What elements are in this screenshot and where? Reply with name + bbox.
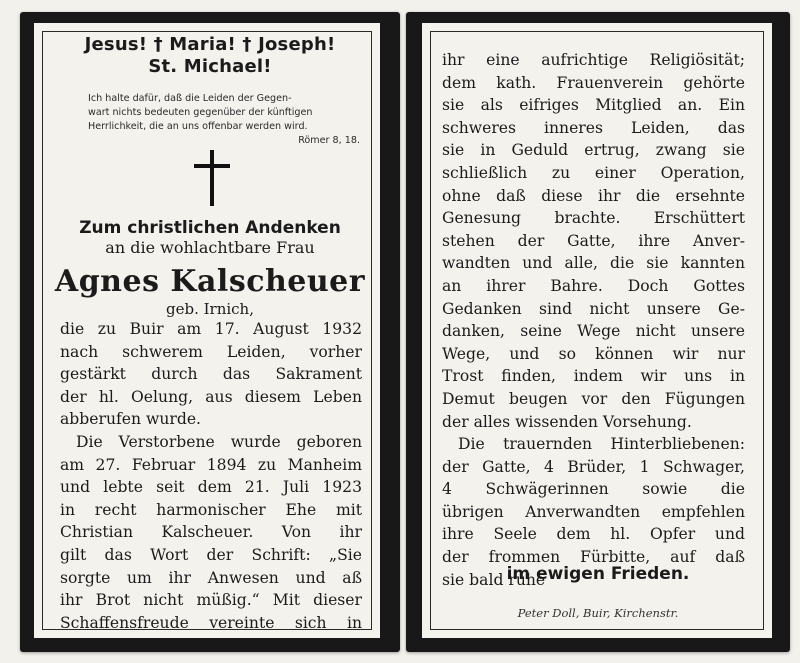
text-line: Demut beugen vor den Fügungen [442,389,745,408]
text-line: der frommen Fürbitte, auf daß [442,548,745,567]
text-line: die zu Buir am 17. August 1932 [60,320,362,338]
text-line: gilt das Wort der Schrift: „Sie [60,545,362,564]
text-line: übrigen Anverwandten empfehlen [442,502,745,521]
text-line: Wege, und so können wir nur [442,344,745,363]
text-line: ihr eine aufrichtige Religiösität; [442,51,745,69]
text-line: Gedanken sind nicht unsere Ge- [442,299,745,318]
text-line: sie als eifriges Mitglied an. Ein [442,96,745,115]
left-obituary-text [60,318,362,634]
text-line: abberufen wurde. [60,410,201,429]
closing-phrase: im ewigen Frieden. [506,564,690,584]
text-line: schließlich zu einer Operation, [442,163,745,182]
text-line: der hl. Oelung, aus diesem Leben [60,387,362,406]
birth-name: geb. Irnich, [165,300,254,318]
text-line: sorgte um ihr Anwesen und aß [60,568,362,587]
text-line: sie in Geduld ertrug, zwang sie [442,141,745,160]
text-line: der Gatte, 4 Brüder, 1 Schwager, [442,457,745,476]
scripture-quote [88,92,360,148]
text-line: ihre Seele dem hl. Opfer und [442,525,745,544]
text-line: nach schwerem Leiden, vorher [60,342,362,361]
text-line: am 27. Februar 1894 zu Manheim [60,455,362,474]
memorial-subheading: an die wohlachtbare Frau [105,238,315,257]
right-obituary-text [442,49,745,591]
holy-names-line2: St. Michael! [148,56,272,77]
holy-names-heading [20,34,400,78]
text-line: und lebte seit dem 21. Juli 1923 [60,478,362,497]
text-line: Christian Kalscheuer. Von ihr [60,523,362,542]
memorial-heading: Zum christlichen Andenken [79,218,341,238]
text-line: 4 Schwägerinnen sowie die [442,480,745,499]
quote-line: wart nichts bedeuten gegenüber der künftigen [88,107,313,118]
quote-reference: Römer 8, 18. [298,135,360,146]
quote-line: Ich halte dafür, daß die Leiden der Gegen- [88,93,292,104]
text-line: Schaffensfreude vereinte sich in [60,613,362,632]
text-line: dem kath. Frauenverein gehörte [442,73,745,92]
deceased-name: Agnes Kalscheuer [54,264,366,299]
latin-cross-icon [194,150,230,206]
text-line: danken, seine Wege nicht unsere [442,322,745,341]
text-line: sie bald ruhe [442,570,546,589]
text-line: an ihrer Bahre. Doch Gottes [442,276,745,295]
holy-names-line1: Jesus! † Maria! † Joseph! [84,34,336,55]
text-line: Die Verstorbene wurde geboren [76,432,362,451]
quote-line: Herrlichkeit, die an uns offenbar werden wird. [88,121,308,132]
text-line: Trost finden, indem wir uns in [442,367,745,386]
printer-imprint: Peter Doll, Buir, Kirchenstr. [517,606,679,620]
text-line: wandten und alle, die sie kannten [442,254,745,273]
text-line: Die trauernden Hinterbliebenen: [458,435,745,454]
text-line: ihr Brot nicht müßig.“ Mit dieser [60,591,362,610]
text-line: ohne daß diese ihr die ersehnte [442,186,745,205]
text-line: schweres inneres Leiden, das [442,118,745,137]
text-line: in recht harmonischer Ehe mit [60,500,362,519]
text-line: der alles wissenden Vorsehung. [442,412,692,431]
text-line: Genesung brachte. Erschüttert [442,209,745,228]
text-line: gestärkt durch das Sakrament [60,365,362,384]
text-line: stehen der Gatte, ihre Anver- [442,231,745,250]
